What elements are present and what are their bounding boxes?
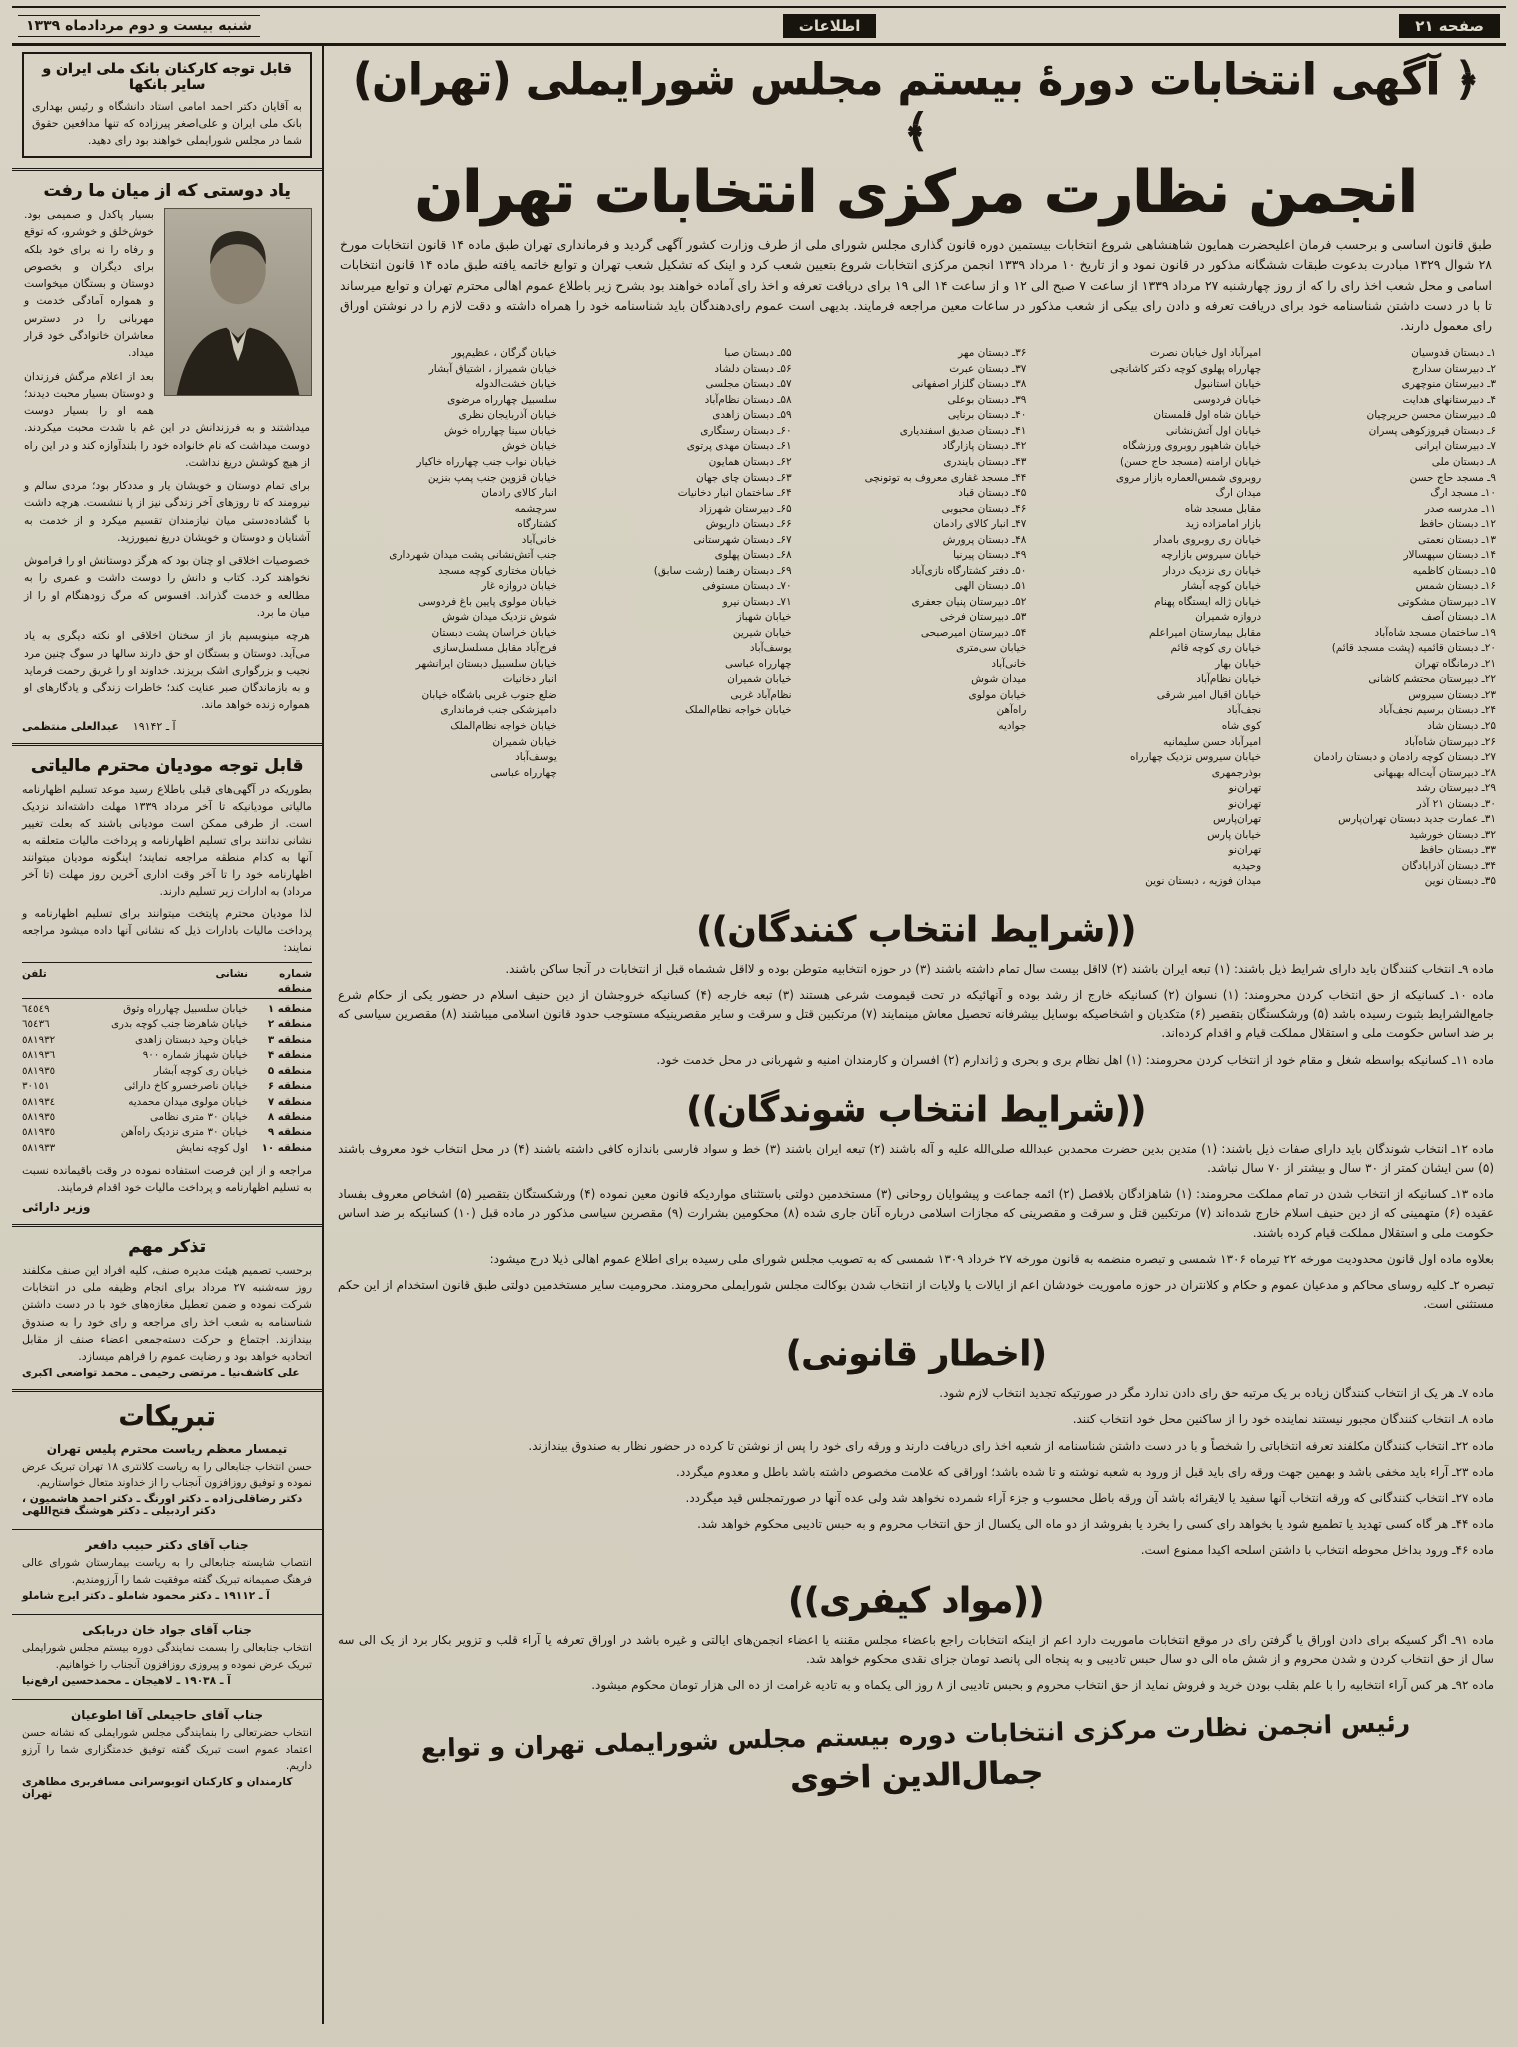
station-entry: ۱۹ـ ساختمان مسجد شاه‌آباد bbox=[1374, 626, 1496, 639]
station-entry: خیابان شهباز bbox=[736, 611, 792, 624]
tax-notice-intro: بطوریکه در آگهی‌های قبلی باطلاع رسید موعد تسلیم اظهارنامه مالیاتی مودیانیکه تا آخر مرداد ۱۳۳۹ مهلت داشته‌اند نزدیک است. از طرفی ممکن است مودیانی باشند که بعلت تغییر نشانی ندانند برای تسلیم اظهارنامه و پرداخت مالیات متعلقه به آنها به کدام منطقه مراجعه نمایند؛ اینگونه مودیان میتوانند اظهارنامه خود را تا آخر وقت اداری آخرین روز مهلت (تا آخر مرداد) به ادارات زیر تسلیم دارند. bbox=[22, 782, 312, 898]
station-entry: ۱۵ـ دبستان کاظمیه bbox=[1412, 564, 1496, 577]
bank-employees-notice bbox=[22, 52, 312, 158]
station-entry: ۶۹ـ دبستان رهنما (رشت سابق) bbox=[653, 564, 792, 577]
legal-paragraph: ماده ۲۳ـ آراء باید مخفی باشد و بهمین جهت ورقه رای باید قبل از ورود به شعبه نوشته و تا شده باشد؛ اوراقی که علامت مخصوص داشته باشد باطل و معدوم میگردد. bbox=[676, 1464, 1494, 1479]
tax-table-row: منطقه ۷ خیابان مولوی میدان محمدیه ٥٨١٩٣٤ bbox=[22, 1095, 312, 1108]
legal-paragraph: ماده ۴۴ـ هر گاه کسی تهدید یا تطمیع شود یا بخواهد رای کسی را بخرد یا بفروشد از دو ماه الی یکسال از حق انتخاب محروم و به حبس تادیبی محکوم خواهد شد. bbox=[697, 1517, 1494, 1532]
section-title: ((مواد کیفری)) bbox=[788, 1579, 1044, 1622]
station-entry: ۴۷ـ انبار کالای رادمان bbox=[933, 518, 1027, 531]
legal-paragraph: ماده ۱۱ـ کسانیکه بواسطه شغل و مقام خود از انتخاب کردن محرومند: (۱) اهل نظام بری و بحری و ژاندارم (۲) افسران و کارمندان امنیه و شهربانی در محل خدمت خود. bbox=[656, 1052, 1494, 1067]
masthead: اطلاعات bbox=[783, 14, 877, 38]
station-address: میدان ارگ bbox=[1215, 487, 1262, 500]
station-address: خیابان شاهپور روبروی ورزشگاه bbox=[1122, 440, 1262, 453]
station-entry: خانی‌آباد bbox=[991, 657, 1027, 670]
legal-paragraph: ماده ۱۲ـ انتخاب شوندگان باید دارای صفات ذیل باشند: (۱) متدین بدین حضرت محمدبن عبدالله صلی‌الله علیه و آله باشند (۲) تبعه ایران باشند (۳) خط و سواد فارسی باندازه کافی داشته باشند (۴) در محل انتخاب خود معروف باشند (۵) سن ایشان کمتر از ۳۰ سال و بیشتر از ۷۰ سال نباشد. bbox=[338, 1141, 1495, 1175]
station-address: خیابان دروازه غار bbox=[481, 580, 557, 593]
congrats-body: انتخاب حضرتعالی را بنمایندگی مجلس شورایملی که نشانه حسن اعتماد عموم است تبریک گفته توفیق خدمتگزاری شما را آرزو داریم. bbox=[22, 1727, 312, 1772]
announcement-signature bbox=[335, 1706, 1497, 1809]
station-entry: ۶۱ـ دبستان مهدی پرتوی bbox=[686, 440, 792, 453]
divider bbox=[12, 1224, 322, 1227]
tax-table-row: منطقه ۴ خیابان شهباز شماره ۹۰۰ ٥٨١٩٣٦ bbox=[22, 1049, 312, 1062]
station-address: فرح‌آباد مقابل مسلسل‌سازی bbox=[432, 642, 557, 655]
section-body bbox=[336, 960, 1496, 1070]
station-address: خیابان شمیراز ، اشتیاق آبشار bbox=[428, 362, 557, 375]
station-entry: ۴۹ـ دبستان پیرنیا bbox=[953, 549, 1027, 562]
station-entry: راه‌آهن bbox=[996, 704, 1027, 717]
station-entry: ۶۳ـ دبستان چای جهان bbox=[696, 471, 792, 484]
congrats-item bbox=[22, 1708, 312, 1800]
station-address: تهران‌پارس bbox=[1213, 813, 1262, 826]
station-entry: خیابان سی‌متری bbox=[956, 642, 1027, 655]
station-address: خیابان خشت‌الدوله bbox=[475, 378, 557, 391]
station-entry: ۵۷ـ دبستان مجلسی bbox=[705, 378, 792, 391]
station-entry: ۲۸ـ دبیرستان آیت‌اله بهبهانی bbox=[1373, 766, 1496, 779]
important-note-signature: علی کاشف‌نیا ـ مرتضی رحیمی ـ محمد تواضعی اکبری bbox=[22, 1366, 300, 1379]
station-entry: ۲۴ـ دبستان برسیم نجف‌آباد bbox=[1378, 704, 1496, 717]
congrats-body: انتصاب شایسته جنابعالی را به ریاست بیمارستان شورای عالی فرهنگ صمیمانه تبریک گفته موفقیت شما را آرزومندیم. bbox=[22, 1557, 312, 1586]
station-address: خیابان استانبول bbox=[1193, 378, 1262, 391]
signature-role: رئیس انجمن نظارت مرکزی انتخابات دوره بیستم مجلس شورایملی تهران و توابع bbox=[420, 1708, 1411, 1764]
station-address: انبار کالای رادمان bbox=[481, 487, 557, 500]
congrats-title: تبریکات bbox=[118, 1400, 216, 1433]
station-entry: ۲۰ـ دبستان قائمیه (پشت مسجد قائم) bbox=[1331, 642, 1496, 655]
station-entry: ۱۸ـ دبستان آصف bbox=[1421, 611, 1496, 624]
station-address: دروازه شمیران bbox=[1195, 611, 1262, 624]
obituary-paragraph: خصوصیات اخلاقی او چنان بود که هرگز دوستانش او را فراموش نخواهند کرد. کتاب و دانش را دوست داشت و عمری را به مطالعه و خدمت گذراند. افسوس که مرگ زودهنگام او را از میان ما برد. bbox=[24, 554, 310, 619]
station-address: بوذرجمهری bbox=[1211, 766, 1262, 779]
congrats-signers: کارمندان و کارکنان اتوبوسرانی مسافربری مظاهری تهران bbox=[22, 1776, 293, 1801]
station-address: خیابان شمیران bbox=[492, 735, 557, 748]
station-address: چهارراه عباسی bbox=[490, 766, 557, 779]
station-address: خیابان ارامنه (مسجد حاج حسن) bbox=[1120, 455, 1262, 468]
tax-table-row: منطقه ۲ خیابان شاهرضا جنب کوچه بدری ٦٥٤٣٦ bbox=[22, 1018, 312, 1031]
issue-date: شنبه بیست و دوم مردادماه ۱۳۳۹ bbox=[18, 15, 260, 37]
station-address: خیابان نواب جنب چهارراه خاکیار bbox=[416, 455, 557, 468]
important-note-article bbox=[22, 1237, 312, 1378]
station-entry: ۴۴ـ مسجد غفاری معروف به توتونچی bbox=[864, 471, 1027, 484]
tax-notice-outro: مراجعه و از این فرصت استفاده نموده در وقت باقیمانده نسبت به تسلیم اظهارنامه و پرداخت مالیات خود اقدام فرمایند. bbox=[22, 1164, 312, 1195]
stations-column-4 bbox=[571, 346, 792, 890]
station-entry: ۳۵ـ دبستان نوین bbox=[1424, 875, 1496, 888]
station-address: نجف‌آباد bbox=[1226, 704, 1262, 717]
legal-paragraph: ماده ۲۷ـ انتخاب کنندگانی که ورقه انتخاب آنها سفید یا لایقرائه باشد آن ورقه باطل محسوب و جزء آراء شمرده نخواهد شد ولی عده آنها در صورتمجلس قید میگردد. bbox=[685, 1491, 1494, 1506]
station-entry: ۹ـ مسجد حاج حسن bbox=[1409, 471, 1496, 484]
station-entry: خیابان خواجه نظام‌الملک bbox=[684, 704, 792, 717]
tax-table-row: منطقه ۳ خیابان وحید دبستان زاهدی ٥٨١٩٣٢ bbox=[22, 1033, 312, 1046]
obituary-paragraph: بسیار پاکدل و صمیمی بود. خوش‌خلق و خوشرو، که توقع و رفاه را نه برای خود بلکه برای دیگران و بخصوص دوستان و بستگان میخواست و همواره آمادگی خدمت و مهربانی را در دسترس معاشران خانوادگی خود قرار میداد. bbox=[23, 208, 154, 360]
station-entry: ۸ـ دبستان ملی bbox=[1431, 455, 1496, 468]
station-entry: ۵۳ـ دبیرستان فرخی bbox=[939, 611, 1027, 624]
section-voter-conditions bbox=[336, 910, 1496, 1070]
station-address: دامپزشکی جنب فرمانداری bbox=[440, 704, 557, 717]
tax-table-row: منطقه ۹ خیابان ۳۰ متری نزدیک راه‌آهن ٥٨١٩٣٥ bbox=[22, 1126, 312, 1139]
station-entry: ۶۸ـ دبستان پهلوی bbox=[714, 549, 792, 562]
station-entry: ۴۳ـ دبستان بایندری bbox=[943, 455, 1027, 468]
left-column bbox=[12, 46, 324, 2024]
section-title: ((شرایط انتخاب کنندگان)) bbox=[696, 908, 1136, 951]
station-address: خیابان بهار bbox=[1215, 657, 1262, 670]
page-number: صفحه ۲۱ bbox=[1399, 14, 1500, 38]
tax-notice-article bbox=[22, 756, 312, 1215]
station-address: خیابان نظام‌آباد bbox=[1196, 673, 1262, 686]
tax-notice-signature: وزیر دارائی bbox=[22, 1200, 91, 1215]
important-note-body: برحسب تصمیم هیئت مدیره صنف، کلیه افراد این صنف مکلفند روز سه‌شنبه ۲۷ مرداد برای انجام وظیفه ملی در انتخابات شرکت نموده و ضمن تعطیل مغازه‌های خود با در دست داشتن شناسنامه به شعب اخذ رای مراجعه و رای خود را به صندوق بیندازند. اجتماع و حرکت دسته‌جمعی اعضاء صنف از مقابل اتحادیه خواهد بود و رضایت عموم را فراهم میسازد. bbox=[22, 1264, 313, 1363]
station-entry: ۷۱ـ دبستان نیرو bbox=[722, 595, 792, 608]
station-address: خیابان اقبال امیر شرقی bbox=[1156, 688, 1262, 701]
election-announcement bbox=[324, 46, 1506, 2024]
divider bbox=[12, 743, 322, 746]
station-entry: ۴۲ـ دبستان پازارگاد bbox=[942, 440, 1027, 453]
legal-paragraph: بعلاوه ماده اول قانون محدودیت مورخه ۲۲ تیرماه ۱۳۰۶ شمسی و تبصره منضمه به قانون مورخه ۲۷ خرداد ۱۳۰۹ شمسی که به تصویب مجلس شورای ملی رسیده برای اطلاع عموم اهالی ذیلا درج میشود: bbox=[489, 1251, 1494, 1266]
station-address: سلسبیل چهارراه مرضوی bbox=[447, 393, 557, 406]
station-entry: چهارراه عباسی bbox=[725, 657, 792, 670]
station-entry: ۳ـ دبیرستان منوچهری bbox=[1401, 378, 1496, 391]
station-entry: یوسف‌آباد bbox=[749, 642, 792, 655]
station-address: خیابان ژاله ایستگاه پهنام bbox=[1154, 595, 1262, 608]
station-address: مقابل مسجد شاه bbox=[1184, 502, 1262, 515]
station-entry: ۵۲ـ دبیرستان پنیان جعفری bbox=[911, 595, 1027, 608]
station-address: خیابان ری روبروی بامدار bbox=[1153, 533, 1262, 546]
station-address: خیابان خراسان پشت دبستان bbox=[431, 626, 557, 639]
obituary-paragraph: هرچه مینویسیم باز از سخنان اخلاقی او نکته دیگری به یاد می‌آید. دوستان و بستگان او حق دارند سالها در سوگ چنین مرد نجیب و بزرگواری اشک بریزند. خداوند او را غریق رحمت فرماید و به بازماندگان صبر عنایت کند؛ خاطرات زندگی و یادگارهای او همواره زنده خواهد ماند. bbox=[24, 629, 310, 712]
obituary-signature bbox=[22, 720, 312, 733]
station-entry: ۷۰ـ دبستان مستوفی bbox=[702, 580, 792, 593]
bank-notice-title: قابل توجه کارکنان بانک ملی ایران و سایر بانکها bbox=[42, 61, 292, 93]
legal-paragraph: ماده ۴۶ـ ورود بداخل محوطه انتخاب با داشتن اسلحه اکیدا ممنوع است. bbox=[1140, 1543, 1494, 1558]
station-entry: ۳۴ـ دبستان آذرابادگان bbox=[1401, 859, 1496, 872]
station-entry: خیابان شیرین bbox=[732, 626, 792, 639]
station-entry: ۳۸ـ دبستان گلزار اصفهانی bbox=[911, 378, 1027, 391]
station-entry: ۳۰ـ دبستان ۲۱ آذر bbox=[1416, 797, 1496, 810]
station-address: تهران‌نو bbox=[1228, 782, 1262, 795]
tax-table-row: منطقه ۱ خیابان سلسبیل چهارراه وثوق ٦٤٥٤٩ bbox=[22, 1002, 312, 1015]
station-entry: ۱۲ـ دبستان حافظ bbox=[1419, 518, 1496, 531]
congrats-signers: آ ـ ۱۹۱۱۲ ـ دکتر محمود شاملو ـ دکتر ایرج شاملو bbox=[22, 1590, 270, 1603]
station-entry: ۱ـ دبستان قدوسیان bbox=[1411, 347, 1496, 360]
signature-name: جمال‌الدین اخوی bbox=[789, 1754, 1044, 1798]
station-entry: ۱۳ـ دبستان نعمتی bbox=[1417, 533, 1496, 546]
station-address: کشتارگاه bbox=[517, 518, 557, 531]
station-address: امیرآباد اول خیابان نصرت bbox=[1149, 347, 1262, 360]
station-address: جنب آتش‌نشانی پشت میدان شهرداری bbox=[389, 549, 557, 562]
station-address: خیابان سینا چهارراه خوش bbox=[443, 424, 557, 437]
tax-table-rows bbox=[22, 1002, 312, 1156]
station-address: خیابان مختاری کوچه مسجد bbox=[438, 564, 557, 577]
main-content bbox=[12, 46, 1506, 2024]
station-entry: ۲۵ـ دبستان شاد bbox=[1427, 720, 1496, 732]
stations-column-5 bbox=[336, 346, 557, 890]
congrats-item bbox=[22, 1442, 312, 1518]
obituary-paragraph: بعد از اعلام مرگش فرزندان و دوستان بسیار محبت دیدند؛ همه او را بسیار دوست میداشتند و به فرزندانش در این غم با شدت محبت میکردند. دوست میداشت که نام خانواده خود را بلندآوازه کند و در این راه از هیچ کوشش دریغ نداشت. bbox=[24, 369, 310, 469]
important-note-title: تذکر مهم bbox=[128, 1237, 206, 1258]
section-title: ((شرایط انتخاب شوندگان)) bbox=[686, 1088, 1146, 1131]
station-entry: ۶ـ دبستان فیروزکوهی پسران bbox=[1368, 424, 1496, 437]
divider bbox=[12, 168, 322, 171]
station-address: سرچشمه bbox=[514, 502, 557, 515]
section-title: (اخطار قانونی) bbox=[785, 1333, 1047, 1376]
station-entry: ۶۲ـ دبستان همایون bbox=[708, 455, 792, 468]
station-address: خیابان فردوسی bbox=[1193, 393, 1262, 406]
congrats-body: انتخاب جنابعالی را بسمت نمایندگی دوره بیستم مجلس شورایملی تبریک عرض نموده و پیروزی روزافزون آنجناب را خواهانیم. bbox=[22, 1642, 312, 1671]
station-entry: ۵۰ـ دفتر کشتارگاه نازی‌آباد bbox=[910, 564, 1027, 577]
station-entry: ۵ـ دبیرستان محسن حریرچیان bbox=[1366, 409, 1496, 422]
divider bbox=[12, 1389, 322, 1392]
station-address: خیابان اول آتش‌نشانی bbox=[1165, 424, 1262, 437]
station-entry: ۴ـ دبیرستانهای هدایت bbox=[1402, 393, 1496, 406]
bank-notice-body: به آقایان دکتر احمد امامی استاد دانشگاه و رئیس بهداری بانک ملی ایران و علی‌اصغر پیرزاده که تنها مدافعین حقوق شما در مجلس شورایملی خواهند بود رای دهید. bbox=[32, 100, 302, 148]
legal-paragraph: ماده ۷ـ هر یک از انتخاب کنندگان زیاده بر یک مرتبه حق رای دادن ندارد مگر در صورتیکه تجدید انتخاب لازم شود. bbox=[939, 1386, 1494, 1401]
tax-notice-title: قابل توجه مودیان محترم مالیاتی bbox=[30, 755, 304, 776]
congrats-signers: دکتر رضاقلی‌زاده ـ دکتر اورنگ ـ دکتر احمد هاشمیون ، دکتر اردبیلی ـ دکتر هوشنگ فتح‌اللهی bbox=[22, 1493, 303, 1518]
stations-column-3 bbox=[806, 346, 1027, 890]
station-address: انبار دخانیات bbox=[502, 673, 557, 686]
station-entry: ۳۹ـ دبستان بوعلی bbox=[947, 393, 1027, 406]
station-address: ضلع جنوب غربی باشگاه خیابان bbox=[421, 688, 557, 701]
station-entry: ۵۸ـ دبستان نظام‌آباد bbox=[704, 393, 792, 406]
station-entry: نظام‌آباد غربی bbox=[730, 688, 792, 701]
station-address: امیرآباد حسن سلیمانیه bbox=[1163, 735, 1262, 748]
station-entry: ۲۶ـ دبیرستان شاه‌آباد bbox=[1404, 735, 1496, 748]
section-body bbox=[336, 1384, 1496, 1560]
tax-table-row: منطقه ۵ خیابان ری کوچه آبشار ٥٨١٩٣٥ bbox=[22, 1064, 312, 1077]
announcement-headline: ﴿ آگهی انتخابات دورهٔ بیستم مجلس شورایملی (تهران) ﴾ bbox=[352, 53, 1480, 157]
obituary-article bbox=[22, 181, 312, 732]
section-candidate-conditions bbox=[336, 1090, 1496, 1315]
station-entry: ۱۶ـ دبستان شمس bbox=[1415, 580, 1496, 593]
station-address: خیابان سیروس نزدیک چهارراه bbox=[1130, 751, 1262, 764]
col-phone: تلفن bbox=[22, 968, 47, 981]
tax-table-row: منطقه ۸ خیابان ۳۰ متری نظامی ٥٨١٩٣٥ bbox=[22, 1110, 312, 1123]
congrats-body: حسن انتخاب جنابعالی را به ریاست کلانتری ۱۸ تهران تبریک عرض نموده و توفیق روزافزون آنجناب را از خداوند متعال خواستاریم. bbox=[22, 1460, 312, 1490]
station-entry: ۶۴ـ ساختمان انبار دخانیات bbox=[677, 487, 792, 500]
obituary-title: یاد دوستی که از میان ما رفت bbox=[43, 181, 291, 202]
station-address: شوش نزدیک میدان شوش bbox=[442, 611, 557, 624]
station-address: خیابان سلسبیل دبستان ایرانشهر bbox=[415, 657, 557, 670]
station-address: خیابان سیروس بازارچه bbox=[1160, 549, 1262, 562]
station-address: خیابان خواجه نظام‌الملک bbox=[450, 720, 557, 732]
portrait-silhouette bbox=[165, 209, 311, 395]
legal-paragraph: ماده ۹ـ انتخاب کنندگان باید دارای شرایط ذیل باشند: (۱) تبعه ایران باشند (۲) لااقل بیست سال تمام داشته باشند (۳) در حوزه انتخابیه متوطن بوده و لااقل ششماه قبل از انتخابات در آنجا ساکن باشند. bbox=[505, 961, 1494, 976]
station-entry: ۳۳ـ دبستان حافظ bbox=[1419, 844, 1496, 857]
station-entry: ۶۷ـ دبستان شهرستانی bbox=[693, 533, 792, 546]
station-address: خیابان آذربایجان نظری bbox=[458, 409, 557, 422]
station-address: خیابان ری کوچه قائم bbox=[1170, 642, 1262, 655]
station-entry: ۲۷ـ دبستان کوچه رادمان و دبستان رادمان bbox=[1313, 751, 1496, 764]
congrats-signers: آ ـ ۱۹۰۳۸ ـ لاهیجان ـ محمدحسین ارفع‌نیا bbox=[22, 1675, 231, 1688]
legal-paragraph: ماده ۹۱ـ اگر کسیکه برای دادن اوراق یا گرفتن رای در موقع انتخابات ماموریت دارد اعم از اینکه انتخابات راجع باعضاء مجلس مقننه یا اعضاء انجمن‌های ایالتی و غیره باشد در اوراق تعرفه یا آراء قلب و تزویر بکار برد از یک الی سه سال از حق انتخاب کردن و شدن محروم و از شش ماه الی دو سال حبس تادیبی و به پنجاه الی پانصد تومان جزای نقدی محکوم خواهد شد. bbox=[338, 1632, 1494, 1666]
ad-code: آ ـ ۱۹۱۴۲ bbox=[132, 719, 176, 733]
station-address: وحیدیه bbox=[1232, 859, 1262, 872]
station-address: خیابان ری نزدیک دردار bbox=[1163, 564, 1262, 577]
station-entry: ۲ـ دبیرستان سدارج bbox=[1412, 362, 1496, 375]
station-entry: ۵۱ـ دبستان الهی bbox=[954, 580, 1027, 593]
tax-table-row: منطقه ۶ خیابان ناصرخسرو کاخ دارائی ٣٠١٥١ bbox=[22, 1080, 312, 1093]
station-entry: ۷ـ دبیرستان ایرانی bbox=[1414, 440, 1496, 453]
station-address: خیابان پارس bbox=[1207, 828, 1262, 841]
station-address: میدان فوزیه ، دبستان نوین bbox=[1145, 875, 1262, 888]
station-address: روبروی شمس‌العماره بازار مروی bbox=[1115, 471, 1262, 484]
obituary-paragraph: برای تمام دوستان و خویشان یار و مددکار بود؛ مردی سالم و نیرومند که تا روزهای آخر زندگی نیز از پا ننشست. هرچه داشت با گشاده‌دستی میان نیازمندان تقسیم میکرد و از خدمت به آشنایان و دوستان و خویشان دریغ نمیورزید. bbox=[24, 479, 310, 544]
station-address: کوی شاه bbox=[1221, 720, 1262, 732]
station-address: یوسف‌آباد bbox=[515, 751, 557, 764]
station-entry: ۲۱ـ درمانگاه تهران bbox=[1414, 657, 1496, 670]
legal-paragraph: تبصره ۲ـ کلیه روسای محاکم و مدعیان عموم و حکام و کلانتران در حوزه ماموریت خودشان اعم از ایالات یا ولایات از انتخاب شدن بوکالت مجلس شورایملی محرومند. محرومیت سایر مستخدمین دولتی طبق قانون استخدام از این حکم مستثنی است. bbox=[338, 1277, 1494, 1312]
station-address: خیابان گرگان ، عظیم‌پور bbox=[451, 347, 557, 360]
divider bbox=[12, 1699, 322, 1700]
portrait-photo bbox=[164, 208, 312, 396]
station-entry: ۵۶ـ دبستان دلشاد bbox=[714, 362, 792, 375]
station-entry: ۲۹ـ دبیرستان رشد bbox=[1416, 782, 1496, 795]
station-entry: ۵۴ـ دبیرستان امیرصبحی bbox=[920, 626, 1027, 639]
station-entry: ۲۳ـ دبستان سیروس bbox=[1408, 688, 1496, 701]
congrats-addressee: جناب آقای جواد خان دربابکی bbox=[82, 1623, 252, 1638]
col-address: نشانی bbox=[215, 968, 248, 981]
tax-table-header bbox=[22, 967, 312, 999]
congrats-addressee: جناب آقای دکتر حبیب دافعر bbox=[85, 1538, 249, 1553]
station-entry: ۶۶ـ دبستان داریوش bbox=[705, 518, 792, 531]
station-address: خیابان کوچه آبشار bbox=[1181, 580, 1262, 593]
station-address: خیابان خوش bbox=[502, 440, 557, 453]
section-body bbox=[336, 1631, 1496, 1696]
station-address: خیابان شاه اول قلمستان bbox=[1153, 409, 1262, 422]
station-entry: ۵۵ـ دبستان صبا bbox=[724, 347, 792, 360]
station-address: خانی‌آباد bbox=[521, 533, 557, 546]
station-entry: ۱۰ـ مسجد ارگ bbox=[1430, 487, 1496, 500]
section-legal-warning bbox=[336, 1334, 1496, 1560]
congrats-addressee: تیمسار معظم ریاست محترم پلیس تهران bbox=[46, 1441, 288, 1456]
station-entry: ۱۱ـ مدرسه صدر bbox=[1424, 502, 1496, 515]
station-address: مقابل بیمارستان امیراعلم bbox=[1149, 626, 1262, 639]
congrats-item bbox=[22, 1538, 312, 1602]
station-entry: ۵۹ـ دبستان زاهدی bbox=[712, 409, 792, 422]
station-entry: ۳۱ـ عمارت جدید دبستان تهران‌پارس bbox=[1338, 813, 1496, 826]
station-entry: ۱۴ـ دبستان سپهسالار bbox=[1403, 549, 1496, 562]
signer-name: عبدالعلی منتظمی bbox=[22, 719, 119, 733]
divider bbox=[12, 1529, 322, 1530]
congratulations-section bbox=[22, 1402, 312, 1801]
station-entry: میدان شوش bbox=[971, 673, 1027, 686]
page-header bbox=[12, 6, 1506, 46]
station-entry: ۳۶ـ دبستان مهر bbox=[958, 347, 1027, 360]
station-address: خیابان قزوین جنب پمپ بنزین bbox=[427, 471, 557, 484]
legal-paragraph: ماده ۸ـ انتخاب کنندگان مجبور نیستند نماینده خود را از ساکنین محل خود انتخاب کنند. bbox=[1072, 1412, 1494, 1427]
legal-paragraph: ماده ۲۲ـ انتخاب کنندگان مکلفند تعرفه انتخاباتی را شخصاً و با در دست داشتن شناسنامه از شعبه اخذ رای دریافت دارند و ورقه رای خود را پس از نوشتن تا کرده در حضور نظار به صندوق بیندازند. bbox=[528, 1438, 1494, 1453]
station-address: چهارراه پهلوی کوچه دکتر کاشانچی bbox=[1110, 362, 1262, 375]
section-body bbox=[336, 1140, 1496, 1315]
station-entry: ۱۷ـ دبیرستان مشکوتی bbox=[1397, 595, 1496, 608]
station-entry: ۶۵ـ دبیرستان شهرزاد bbox=[699, 502, 792, 515]
station-entry: ۴۸ـ دبستان پرورش bbox=[942, 533, 1027, 546]
station-entry: خیابان مولوی bbox=[968, 688, 1027, 701]
section-penal-articles bbox=[336, 1581, 1496, 1696]
station-entry: خیابان شمیران bbox=[727, 673, 792, 686]
station-entry: ۶۰ـ دبستان رستگاری bbox=[700, 424, 792, 437]
congrats-item bbox=[22, 1623, 312, 1687]
legal-paragraph: ماده ۱۰ـ کسانیکه از حق انتخاب کردن محرومند: (۱) نسوان (۲) کسانیکه خارج از رشد بوده و آنهائیکه در تحت قیمومت شرعی هستند (۳) تبعه خارجه (۴) کسانیکه خروجشان از دین حنیف اسلام در حضور یکی از حکام شرع جامع‌الشرایط بثبوت رسیده باشد (۵) ورشکستگان بتقصیر (۶) متکدیان و اشخاصیکه بوسایل بیشرفانه تحصیل معاش مینمایند (۷) مرتکبین قتل و سرقت و سایر مقصرینیکه مستوجب حدود قانون اسلامی میباشند (۸) مقصرین سیاسی که بر ضد اساس حکومت ملی و استقلال مملکت قیام و اقدام کرده‌اند. bbox=[338, 988, 1495, 1041]
station-entry: ۴۱ـ دبستان صدیق اسفندیاری bbox=[899, 424, 1027, 437]
station-entry: ۳۷ـ دبستان عبرت bbox=[949, 362, 1027, 375]
station-entry: جوادیه bbox=[998, 720, 1027, 732]
station-entry: ۳۲ـ دبستان خورشید bbox=[1409, 828, 1496, 841]
congrats-addressee: جناب آقای حاجیعلی آقا اطوعیان bbox=[70, 1708, 264, 1723]
col-district: شماره منطقه bbox=[277, 968, 312, 996]
stations-column-1 bbox=[1275, 346, 1496, 890]
legal-paragraph: ماده ۱۳ـ کسانیکه از انتخاب شدن در تمام مملکت محرومند: (۱) شاهزادگان بلافصل (۲) ائمه جماعت و پیشوایان روحانی (۳) مستخدمین دولتی باستثنای مواردیکه قانون معین نموده (۴) ورشکستگان بتقصیر (۵) اشخاص معروف بفساد عقیده (۶) متهمینی که از دین حنیف اسلام خارج شده‌اند (۷) مرتکبین قتل و سرقت و مقصرینی که مجازات اسلامی درباره آنان جاری شده (۸) محکومین بشرارت (۹) مقصرین سیاسی مذکور در ماده قبل (۱۰) کسانیکه بر ضد اساس حکومت ملی و استقلال مملکت قیام کرده باشند. bbox=[338, 1187, 1494, 1240]
station-entry: ۴۰ـ دبستان برنایی bbox=[947, 409, 1027, 422]
station-entry: ۴۵ـ دبستان قباد bbox=[958, 487, 1027, 500]
divider bbox=[12, 1614, 322, 1615]
station-address: تهران‌نو bbox=[1228, 844, 1262, 857]
announcement-subheadline: انجمن نظارت مرکزی انتخابات تهران bbox=[414, 158, 1418, 227]
station-address: خیابان مولوی پایین باغ فردوسی bbox=[418, 595, 557, 608]
tax-districts-table bbox=[22, 962, 312, 1156]
tax-notice-note: لذا مودیان محترم پایتخت میتوانند برای تسلیم اظهارنامه و پرداخت مالیات بادارات ذیل که نشانی آنها داده میشود مراجعه نمایند: bbox=[22, 906, 312, 954]
legal-paragraph: ماده ۹۲ـ هر کس آراء انتخابیه را با علم بقلب بودن خرید و فروش نماید از حق انتخاب محروم و بحبس تادیبی از ۸ روز الی یکماه و به تادیه غرامت از ده الی هزار تومان محکوم میشود. bbox=[591, 1677, 1494, 1692]
stations-column-2 bbox=[1040, 346, 1261, 890]
station-entry: ۲۲ـ دبیرستان محتشم کاشانی bbox=[1368, 673, 1496, 686]
polling-stations-list bbox=[336, 346, 1496, 890]
station-address: تهران‌نو bbox=[1228, 797, 1262, 810]
station-address: بازار امامزاده زید bbox=[1185, 518, 1262, 531]
announcement-intro: طبق قانون اساسی و برحسب فرمان اعلیحضرت همایون شاهنشاهی شروع انتخابات بیستمین دوره قانون گذاری مجلس شورای ملی از طرف وزارت کشور آگهی گردید و فرمانداری تهران طبق ماده ۱۴ قانون انتخابات مورخ ۲۸ شوال ۱۳۲۹ مبادرت بدعوت طبقات ششگانه مذکور در قانون نمود و از تاریخ ۱۰ مرداد ۱۳۳۹ انجمن مرکزی انتخابات شروع بتعیین شعب کرد و اینک که تشکیل شعب تهران و توابع خاتمه یافته طبق ماده ۱۴ قانون انتخابات اسامی و محل شعب اخذ رای را که از روز چهارشنبه ۲۷ مرداد ۱۳۳۹ از ساعت ۷ صبح الی ۱۲ و از ساعت ۱۴ الی ۱۹ برای دریافت تعرفه و اخذ رای آماده خواهند بود بشرح زیر باطلاع عموم اهالی محترم تهران و توابع میرساند تا با در دست داشتن شناسنامه خود برای دریافت تعرفه و دادن رای بیکی از شعب مذکور در ساعات معین مراجعه فرمایند. بدیهی است عموم رای‌دهندگان باید شناسنامه خود را همراه داشته و دقت لازم را در نوشتن اوراق رای معمول دارند. bbox=[340, 237, 1492, 333]
station-entry: ۴۶ـ دبستان محبوبی bbox=[941, 502, 1027, 515]
tax-table-row: منطقه ۱۰ اول کوچه نمایش ٥٨١٩٣٣ bbox=[22, 1141, 312, 1154]
